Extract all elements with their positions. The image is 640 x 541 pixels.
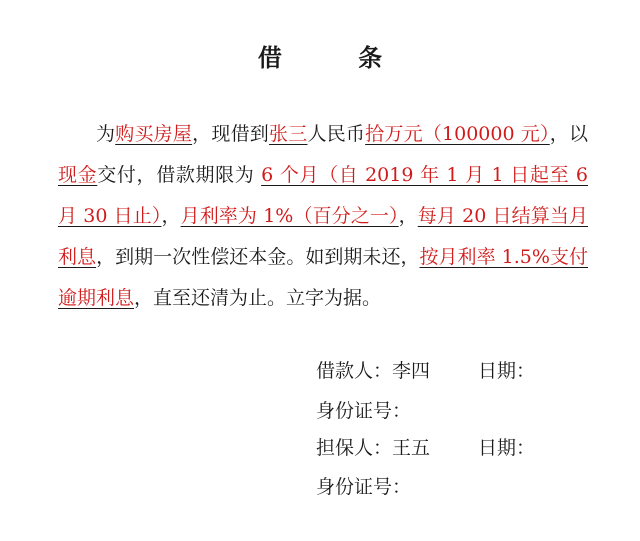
- payment-method: 现金: [58, 164, 98, 186]
- document-title: 借 条: [257, 43, 417, 72]
- overdue-interest: 按月利率 1.5%支付逾期利息: [58, 246, 588, 309]
- borrower-label: 借款人：: [316, 360, 393, 382]
- borrower-name: 李四: [392, 360, 431, 382]
- monthly-interest-rate: 月利率为 1%（百分之一）: [180, 205, 399, 227]
- guarantor-line: [316, 433, 535, 460]
- guarantor-name: 王五: [392, 437, 431, 459]
- text-run: 交付，借款期限为: [97, 164, 262, 186]
- loan-terms-paragraph: [58, 114, 588, 319]
- interest-settlement: 每月 20 日结算当月利息: [58, 205, 588, 268]
- guarantor-id-line: [316, 472, 411, 499]
- text-run: ，: [398, 205, 418, 227]
- loan-amount: 拾万元（100000 元）: [365, 123, 550, 145]
- guarantor-id-label: 身份证号：: [316, 476, 412, 498]
- text-run: ，以: [549, 123, 588, 145]
- borrower-id-line: [316, 396, 411, 423]
- text-run: ，到期一次性偿还本金。如到期未还，: [96, 246, 420, 268]
- text-run: ，现借到: [192, 123, 270, 145]
- purpose-field: 购买房屋: [115, 123, 193, 145]
- text-run: ，直至还清为止。立字为据。: [134, 287, 382, 309]
- borrower-id-label: 身份证号：: [316, 400, 412, 422]
- text-run: 为: [96, 123, 116, 145]
- text-run: 人民币: [307, 123, 366, 145]
- loan-term: 6 个月（自 2019 年 1 月 1 日起至 6 月 30 日止）: [58, 164, 588, 227]
- borrower-date-label: 日期：: [478, 360, 536, 382]
- lender-name: 张三: [269, 123, 308, 145]
- guarantor-label: 担保人：: [316, 437, 393, 459]
- borrower-line: [316, 356, 535, 383]
- guarantor-date-label: 日期：: [478, 437, 536, 459]
- text-run: ，: [161, 205, 181, 227]
